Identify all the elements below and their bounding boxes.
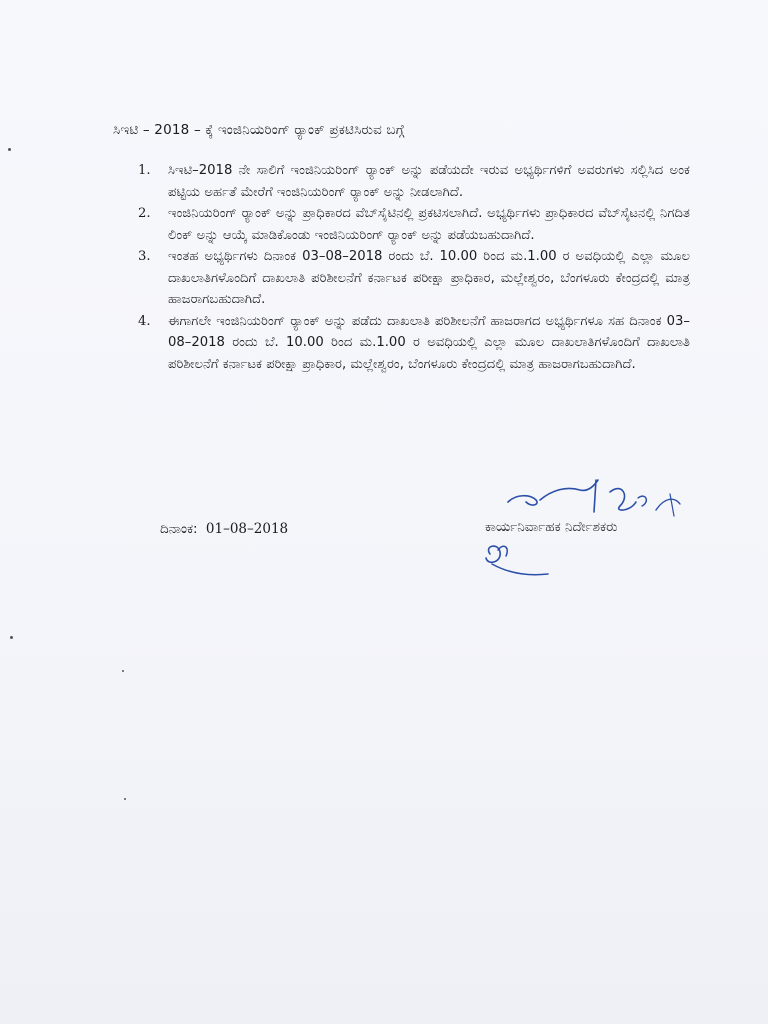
scan-speck xyxy=(10,636,13,639)
item-text: ಸಿಇಟಿ–2018 ನೇ ಸಾಲಿಗೆ ಇಂಜಿನಿಯರಿಂಗ್ ರ್‍ಯಾಂಕ್ ಅನ್ನು ಪಡೆಯದೇ ಇರುವ ಅಭ್ಯರ್ಥಿಗಳಿಗೆ ಅವರುಗಳು ಸಲ್ಲಿಸಿದ ಅಂಕ ಪಟ್ಟಿಯ ಅರ್ಹತೆ ಮೇರೆಗೆ ಇಂಜಿನಿಯರಿಂಗ್ ರ್‍ಯಾಂಕ್ ಅನ್ನು ನೀಡಲಾಗಿದೆ. xyxy=(168,163,690,200)
designation-label: ಕಾರ್ಯನಿರ್ವಾಹಕ ನಿರ್ದೇಶಕರು xyxy=(485,519,618,535)
list-item xyxy=(138,311,690,376)
item-text: ಇಂಜಿನಿಯರಿಂಗ್ ರ್‍ಯಾಂಕ್ ಅನ್ನು ಪ್ರಾಧಿಕಾರದ ವೆಬ್‌ಸೈಟಿನಲ್ಲಿ ಪ್ರಕಟಿಸಲಾಗಿದೆ. ಅಭ್ಯರ್ಥಿಗಳು ಪ್ರಾಧಿಕಾರದ ವೆಬ್‌ಸೈಟನಲ್ಲಿ ನಿಗದಿತ ಲಿಂಕ್ ಅನ್ನು ಆಯ್ಕೆ ಮಾಡಿಕೊಂಡು ಇಂಜಿನಿಯರಿಂಗ್ ರ್‍ಯಾಂಕ್ ಅನ್ನು ಪಡೆಯಬಹುದಾಗಿದೆ. xyxy=(168,206,690,243)
notice-points-list xyxy=(138,160,690,375)
date-line xyxy=(160,521,288,537)
item-number: 4. xyxy=(138,313,151,329)
handwritten-signature xyxy=(470,472,710,592)
item-number: 2. xyxy=(138,206,151,221)
date-label: ದಿನಾಂಕ: xyxy=(160,521,198,537)
item-number: 1. xyxy=(138,163,151,178)
item-number: 3. xyxy=(138,249,151,264)
document-heading: ಸಿಇಟಿ – 2018 – ಕ್ಕೆ ಇಂಜಿನಿಯರಿಂಗ್ ರ್‍ಯಾಂಕ್ ಪ್ರಕಟಿಸಿರುವ ಬಗ್ಗೆ xyxy=(113,122,405,138)
list-item xyxy=(138,246,690,311)
list-item xyxy=(138,160,690,203)
scan-speck xyxy=(122,670,124,672)
list-item xyxy=(138,203,690,246)
scan-speck xyxy=(124,798,126,800)
scan-speck xyxy=(8,148,11,151)
date-value: 01–08–2018 xyxy=(205,521,289,537)
item-text: ಈಗಾಗಲೇ ಇಂಜಿನಿಯರಿಂಗ್ ರ್‍ಯಾಂಕ್ ಅನ್ನು ಪಡೆದು ದಾಖಲಾತಿ ಪರಿಶೀಲನೆಗೆ ಹಾಜರಾಗದ ಅಭ್ಯರ್ಥಿಗಳೂ ಸಹ ದಿನಾಂಕ 03–08–2018 ರಂದು ಬೆ. 10.00 ರಿಂದ ಮ.1.00 ರ ಅವಧಿಯಲ್ಲಿ ಎಲ್ಲಾ ಮೂಲ ದಾಖಲಾತಿಗಳೊಂದಿಗೆ ದಾಖಲಾತಿ ಪರಿಶೀಲನೆಗೆ ಕರ್ನಾಟಕ ಪರೀಕ್ಷಾ ಪ್ರಾಧಿಕಾರ, ಮಲ್ಲೇಶ್ವರಂ, ಬೆಂಗಳೂರು ಕೇಂದ್ರದಲ್ಲಿ ಮಾತ್ರ ಹಾಜರಾಗಬಹುದಾಗಿದೆ. xyxy=(168,313,690,372)
item-text: ಇಂತಹ ಅಭ್ಯರ್ಥಿಗಳು ದಿನಾಂಕ 03–08–2018 ರಂದು ಬೆ. 10.00 ರಿಂದ ಮ.1.00 ರ ಅವಧಿಯಲ್ಲಿ ಎಲ್ಲಾ ಮೂಲ ದಾಖಲಾತಿಗಳೊಂದಿಗೆ ದಾಖಲಾತಿ ಪರಿಶೀಲನೆಗೆ ಕರ್ನಾಟಕ ಪರೀಕ್ಷಾ ಪ್ರಾಧಿಕಾರ, ಮಲ್ಲೇಶ್ವರಂ, ಬೆಂಗಳೂರು ಕೇಂದ್ರದಲ್ಲಿ ಮಾತ್ರ ಹಾಜರಾಗಬಹುದಾಗಿದೆ. xyxy=(168,249,690,307)
